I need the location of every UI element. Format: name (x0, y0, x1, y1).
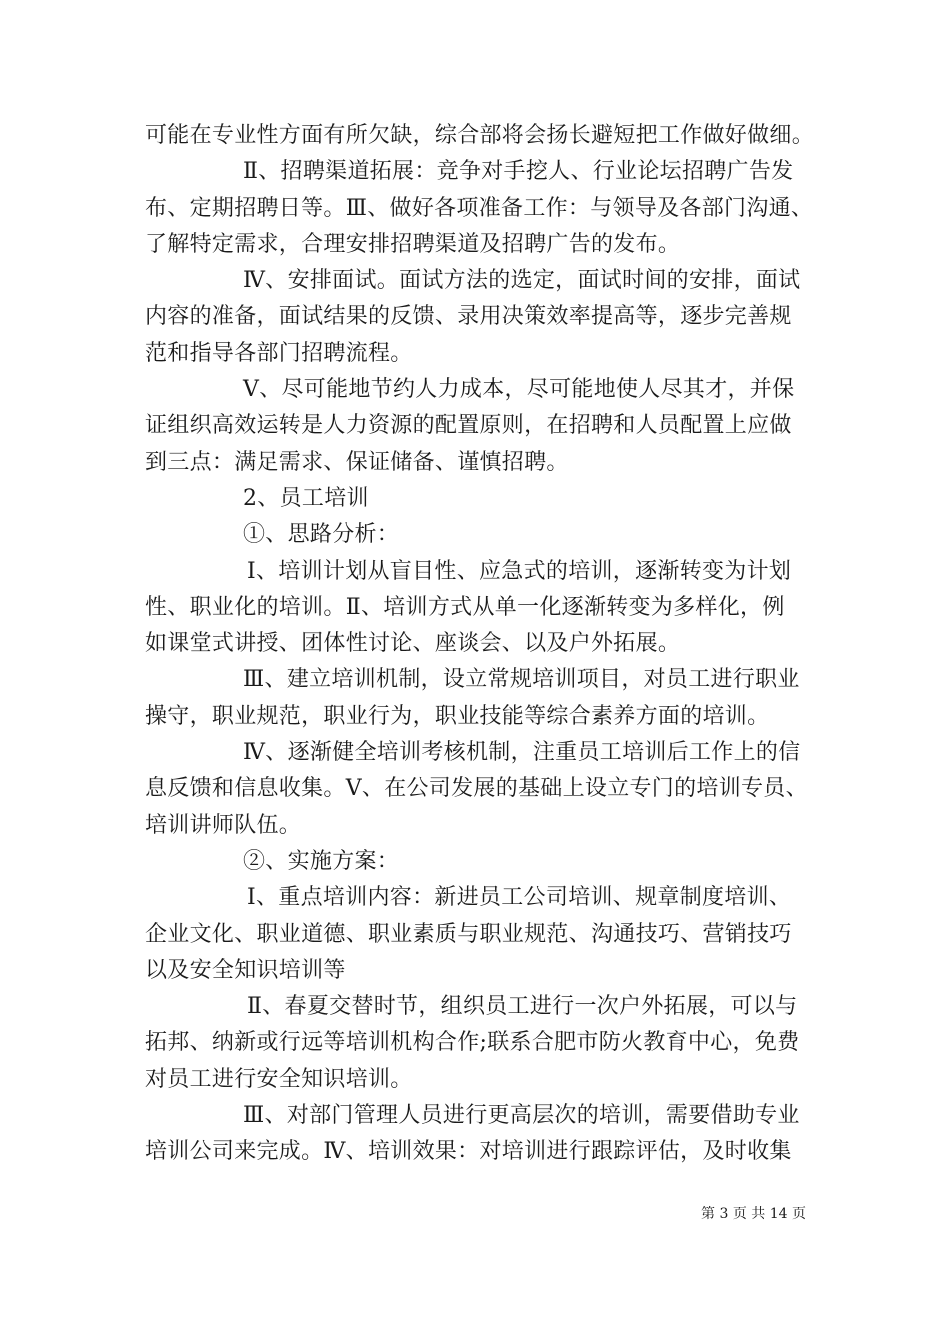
text-line: 如课堂式讲授、团体性讨论、座谈会、以及户外拓展。 (145, 631, 681, 657)
text-line: 了解特定需求，合理安排招聘渠道及招聘广告的发布。 (145, 231, 681, 257)
subsection-heading: ①、思路分析： (243, 522, 400, 548)
text-line: Ⅲ、建立培训机制，设立常规培训项目，对员工进行职业 (243, 667, 800, 693)
text-line: 性、职业化的培训。Ⅱ、培训方式从单一化逐渐转变为多样化，例 (145, 594, 785, 620)
text-line: Ⅴ、尽可能地节约人力成本，尽可能地使人尽其才，并保 (243, 377, 795, 403)
text-line: Ⅰ、培训计划从盲目性、应急式的培训，逐渐转变为计划 (247, 558, 792, 584)
page-number: 第 3 页 共 14 页 (701, 1206, 806, 1222)
text-line: 拓邦、纳新或行远等培训机构合作;联系合肥市防火教育中心，免费 (145, 1030, 800, 1056)
text-line: 证组织高效运转是人力资源的配置原则，在招聘和人员配置上应做 (145, 413, 792, 439)
text-line: 内容的准备，面试结果的反馈、录用决策效率提高等，逐步完善规 (145, 304, 792, 330)
text-line: 培训讲师队伍。 (145, 812, 302, 838)
text-line: 操守，职业规范，职业行为，职业技能等综合素养方面的培训。 (145, 703, 770, 729)
text-line: Ⅳ、逐渐健全培训考核机制，注重员工培训后工作上的信 (243, 740, 801, 766)
text-line: Ⅱ、春夏交替时节，组织员工进行一次户外拓展，可以与 (247, 994, 798, 1020)
text-line: 培训公司来完成。Ⅳ、培训效果：对培训进行跟踪评估，及时收集 (145, 1139, 792, 1165)
section-heading: 2、员工培训 (243, 485, 369, 511)
text-line: Ⅱ、招聘渠道拓展：竞争对手挖人、行业论坛招聘广告发 (243, 159, 794, 185)
text-line: 息反馈和信息收集。Ⅴ、在公司发展的基础上设立专门的培训专员、 (145, 776, 808, 802)
text-line: Ⅳ、安排面试。面试方法的选定，面试时间的安排，面试 (243, 268, 801, 294)
text-line: 到三点：满足需求、保证储备、谨慎招聘。 (145, 449, 569, 475)
text-line: Ⅰ、重点培训内容：新进员工公司培训、规章制度培训、 (247, 885, 792, 911)
text-line: 可能在专业性方面有所欠缺，综合部将会扬长避短把工作做好做细。 (145, 123, 815, 148)
text-line: 布、定期招聘日等。Ⅲ、做好各项准备工作：与领导及各部门沟通、 (145, 195, 814, 221)
text-line: 以及安全知识培训等 (145, 957, 346, 983)
document-body (145, 118, 813, 1171)
text-line: Ⅲ、对部门管理人员进行更高层次的培训，需要借助专业 (243, 1103, 800, 1129)
text-line: 企业文化、职业道德、职业素质与职业规范、沟通技巧、营销技巧 (145, 921, 792, 947)
text-line: 对员工进行安全知识培训。 (145, 1066, 413, 1092)
subsection-heading: ②、实施方案： (243, 848, 400, 874)
text-line: 范和指导各部门招聘流程。 (145, 340, 413, 366)
